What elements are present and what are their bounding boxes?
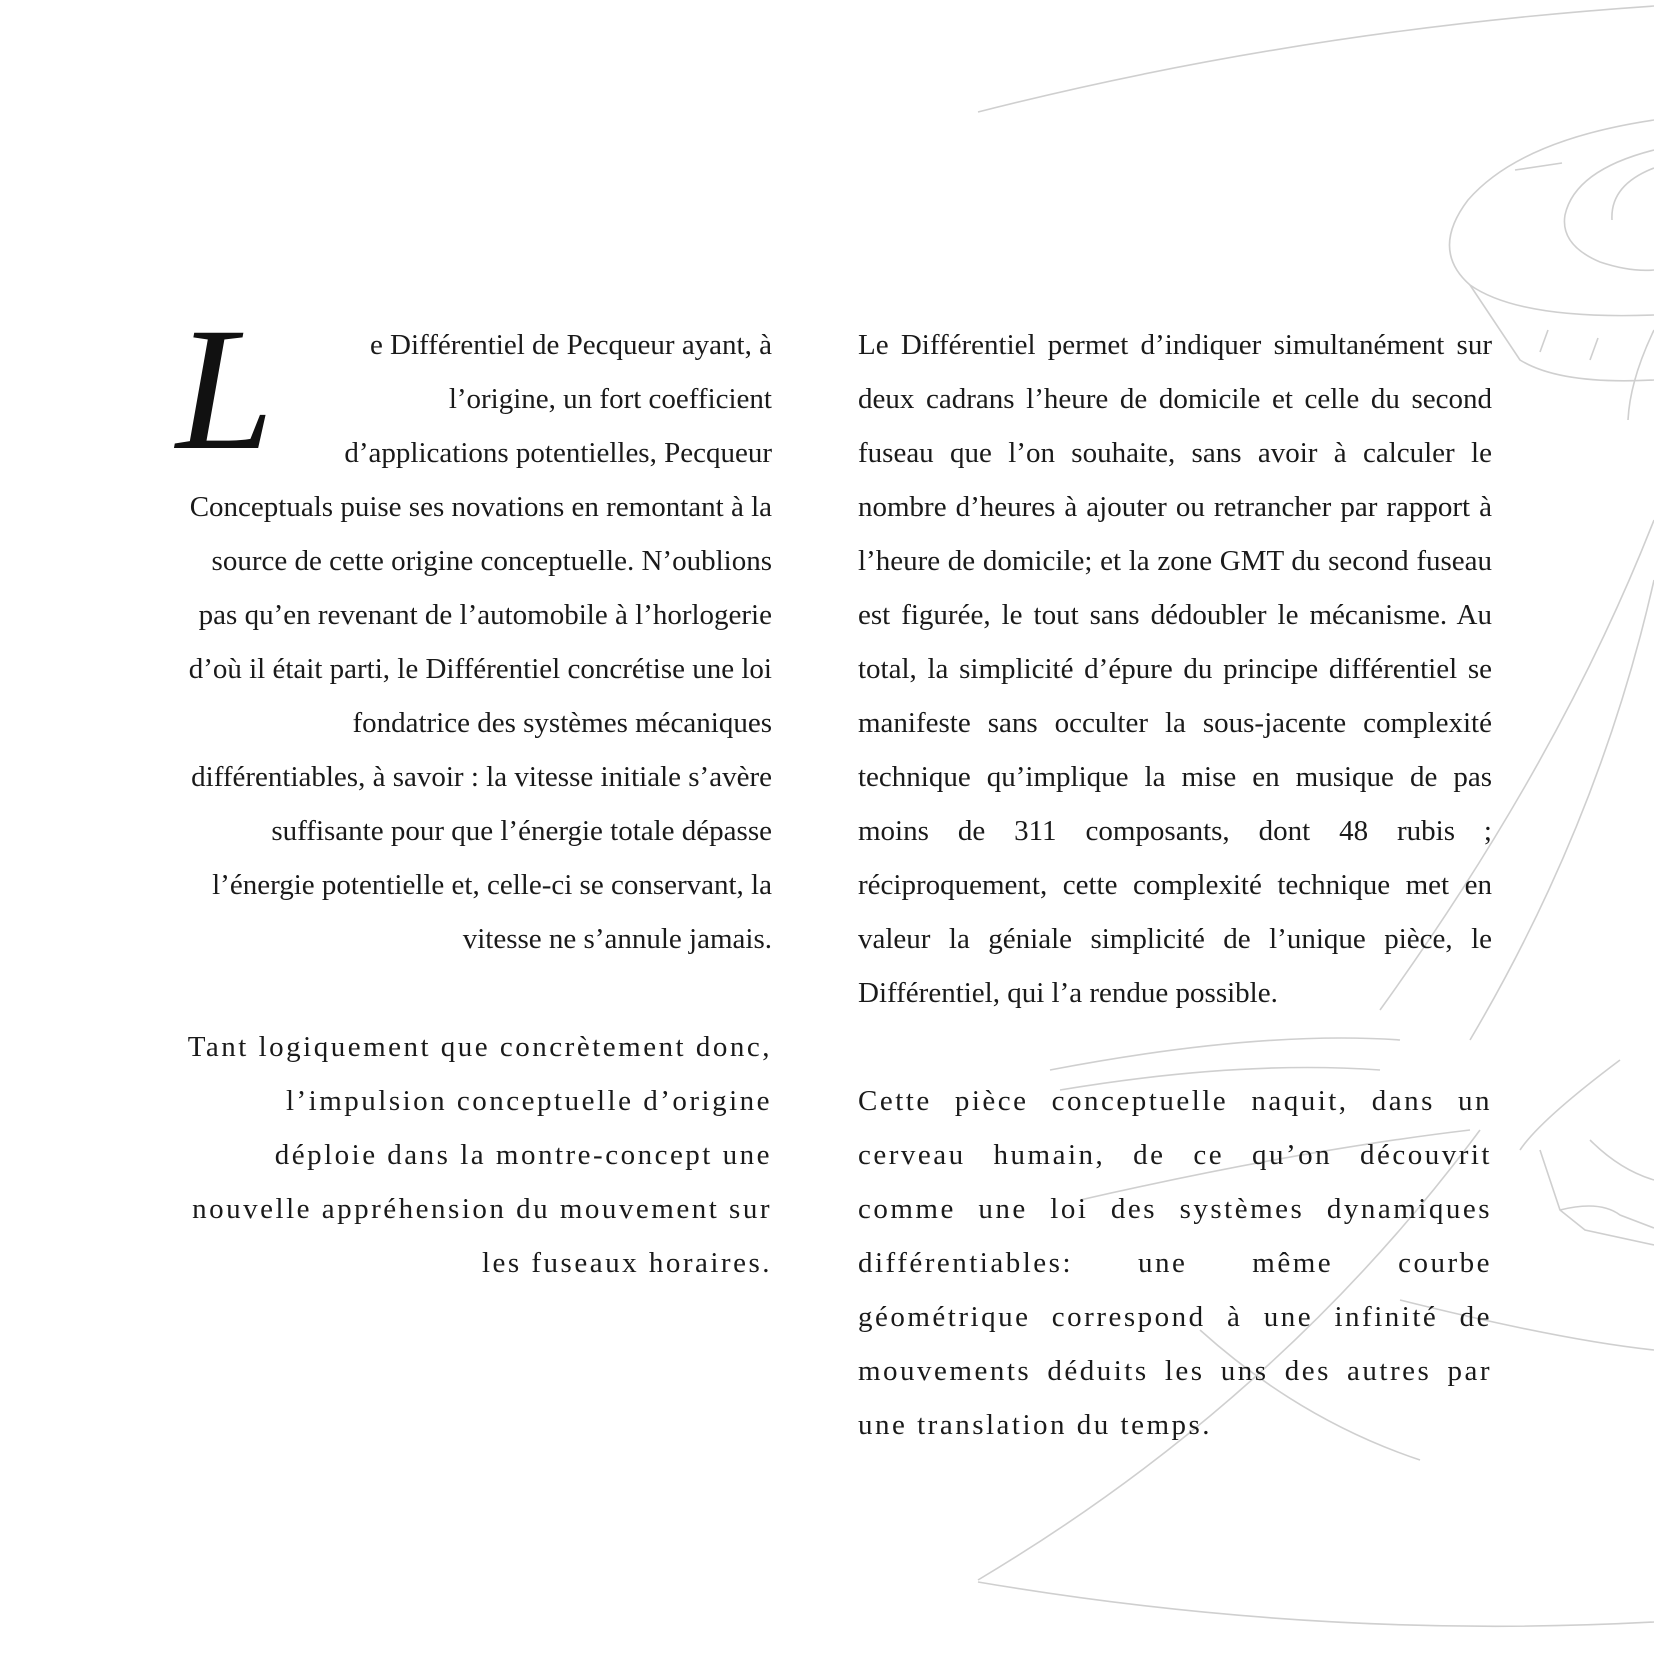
left-paragraph-1-text: e Différentiel de Pecqueur ayant, à l’origine, un fort coefficient d’applications potentielles, Pecqueur Conceptuals puise ses novations en remontant à la source de cette origine conceptuelle. N’oublions pas qu’en revenant de l’automobile à l’horlogerie d’où il était parti, le Différentiel concrétise une loi fondatrice des systèmes mécaniques différentiables, à savoir : la vitesse initiale s’avère suffisante pour que l’énergie totale dépasse l’énergie potentielle et, celle-ci se conservant, la vitesse ne s’annule jamais.	[188, 329, 772, 955]
drop-cap: L	[176, 292, 274, 487]
left-column	[176, 292, 772, 1290]
right-paragraph-2: Cette pièce conceptuelle naquit, dans un cerveau humain, de ce qu’on découvrit comme une loi des systèmes dynamiques différentiables: une même courbe géométrique correspond à une infinité de mouvements déduits les uns des autres par une translation du temps.	[858, 1085, 1492, 1441]
right-column	[858, 318, 1492, 1452]
left-paragraph-1	[176, 292, 772, 966]
right-paragraph-1: Le Différentiel permet d’indiquer simultanément sur deux cadrans l’heure de domicile et celle du second fuseau que l’on souhaite, sans avoir à calculer le nombre d’heures à ajouter ou retrancher par rapport à l’heure de domicile; et la zone GMT du second fuseau est figurée, le tout sans dédoubler le mécanisme. Au total, la simplicité d’épure du principe différentiel se manifeste sans occulter la sous-jacente complexité technique qu’implique la mise en musique de pas moins de 311 composants, dont 48 rubis ; réciproquement, cette complexité technique met en valeur la géniale simplicité de l’unique pièce, le Différentiel, qui l’a rendue possible.	[858, 329, 1492, 1009]
left-paragraph-2: Tant logiquement que concrètement donc, l’impulsion conceptuelle d’origine déploie dans la montre-concept une nouvelle appréhension du mouvement sur les fuseaux horaires.	[187, 1031, 772, 1279]
